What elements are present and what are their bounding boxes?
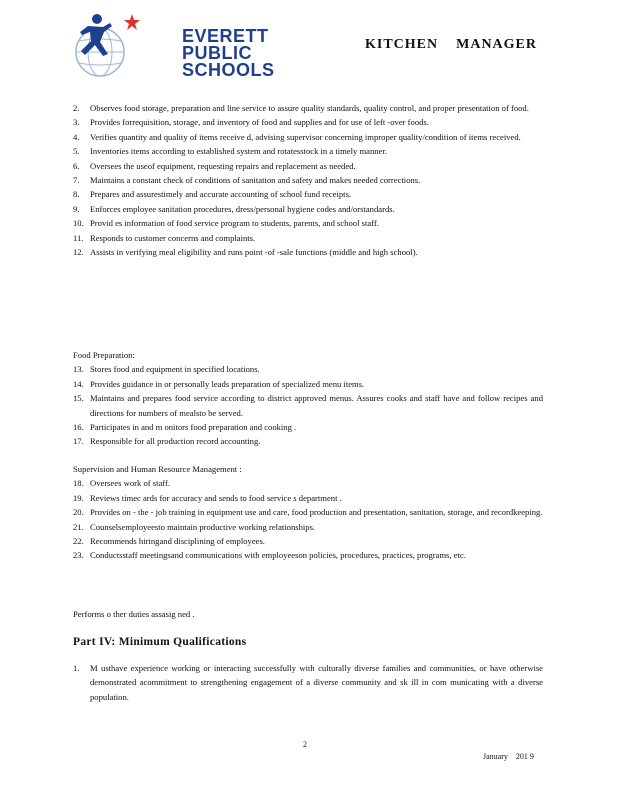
list-item: 18. Oversees work of staff. xyxy=(73,478,171,489)
logo-wordmark: EVERETT PUBLIC SCHOOLS xyxy=(182,26,275,80)
list-item: 2. Observes food storage, preparation and line service to assure quality standards, quality control, and proper presentation of food. xyxy=(73,103,529,113)
footer-date: January 201 9 xyxy=(483,752,534,761)
page-number: 2 xyxy=(303,740,307,749)
other-duties: Performs o ther duties assasig ned . xyxy=(73,609,195,619)
list-item: 17. Responsible for all production record accounting. xyxy=(73,436,261,447)
everett-public-schools-logo xyxy=(70,10,275,80)
list-item: 5. Inventories items according to established system and rotatesstock in a timely manner. xyxy=(73,146,387,157)
list-item: 23. Conductsstaff meetingsand communications with employeeson policies, procedures, practices, programs, etc. xyxy=(73,550,466,561)
section-label: Food Preparation: xyxy=(73,350,135,360)
section-heading: Part IV: Minimum Qualifications xyxy=(73,636,247,648)
list-item: 20. Provides on - the - job training in equipment use and care, food production and presentation, sanitation, storage, and recordkeeping. xyxy=(73,507,543,518)
list-item: 7. Maintains a constant check of conditions of sanitation and safety and makes needed corrections. xyxy=(73,175,421,186)
list-item: 4. Verifies quantity and quality of items receive d, advising supervisor concerning improper quality/condition of items received. xyxy=(73,131,521,142)
section-label: Supervision and Human Resource Management : xyxy=(73,464,242,474)
duties-list xyxy=(73,101,543,259)
list-item: 11. Responds to customer concerns and complaints. xyxy=(73,232,256,243)
food-preparation-section xyxy=(73,348,543,449)
list-item: 13. Stores food and equipment in specified locations. xyxy=(73,364,260,375)
list-item: 9. Enforces employee sanitation procedures, dress/personal hygiene codes and/orstandards. xyxy=(73,203,395,214)
list-item: 21. Counselsemployeesto maintain productive working relationships. xyxy=(73,521,316,532)
list-item: 16. Participates in and m onitors food preparation and cooking . xyxy=(73,422,297,433)
list-item: 10. Provid es information of food service program to students, parents, and school staff. xyxy=(73,218,379,229)
list-item: 22. Recommends hiringand disciplining of employees. xyxy=(73,536,265,547)
list-item: 19. Reviews timec ards for accuracy and sends to food service s department . xyxy=(73,492,342,503)
list-item: 6. Oversees the useof equipment, requesting repairs and replacement as needed. xyxy=(73,160,356,171)
qualifications-list xyxy=(73,661,543,704)
list-item: 1. M usthave experience working or interacting successfully with culturally diverse families and communities, or have otherwise demonstrated acommitment to strengthening engagement of a diverse community and sk ill in com municating with a diverse population. xyxy=(73,663,543,702)
page-title: KITCHEN MANAGER xyxy=(365,37,538,52)
supervision-section xyxy=(73,462,543,563)
list-item: 3. Provides forrequisition, storage, and inventory of food and supplies and for use of left -over foods. xyxy=(73,117,429,128)
list-item: 14. Provides guidance in or personally leads preparation of specialized menu items. xyxy=(73,378,365,389)
list-item: 15. Maintains and prepares food service according to district approved menus. Assures cooks and staff have and follow recipes and directions for numbers of mealsto be served. xyxy=(73,393,543,418)
list-item: 12. Assists in verifying meal eligibility and runs point -of -sale functions (middle and high school). xyxy=(73,247,418,258)
list-item: 8. Prepares and assurestimely and accurate accounting of school fund receipts. xyxy=(73,189,352,200)
